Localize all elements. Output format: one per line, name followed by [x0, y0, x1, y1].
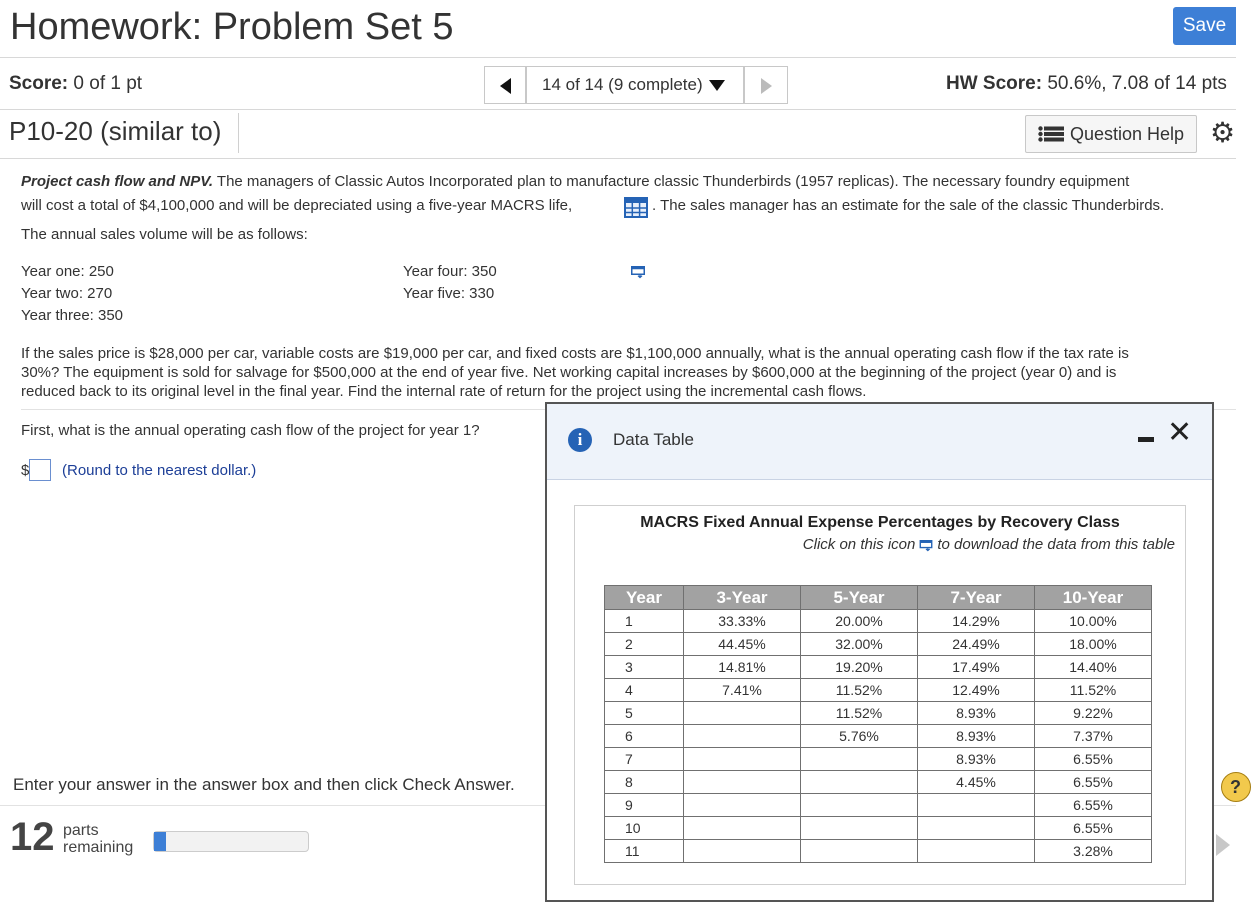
rate-cell — [918, 794, 1035, 817]
left-arrow-icon — [500, 78, 511, 94]
rate-cell — [684, 702, 801, 725]
year-cell: 3 — [605, 656, 684, 679]
table-row — [605, 817, 1152, 840]
year-cell: 6 — [605, 725, 684, 748]
problem-divider — [238, 113, 239, 153]
rate-cell — [684, 771, 801, 794]
rate-cell: 12.49% — [918, 679, 1035, 702]
rate-cell — [801, 748, 918, 771]
rate-cell: 6.55% — [1035, 748, 1152, 771]
question-intro-line3: The annual sales volume will be as follows: — [21, 226, 308, 243]
macrs-table-title: MACRS Fixed Annual Expense Percentages by Recovery Class — [640, 514, 1120, 531]
rate-cell — [918, 817, 1035, 840]
rate-cell: 33.33% — [684, 610, 801, 633]
question-intro-line1 — [21, 173, 1129, 190]
question-help-button[interactable] — [1025, 115, 1197, 153]
sales-year-five: Year five: 330 — [403, 285, 495, 302]
rate-cell: 3.28% — [1035, 840, 1152, 863]
rate-cell — [684, 794, 801, 817]
answer-instruction: Enter your answer in the answer box and then click Check Answer. — [13, 775, 515, 794]
rate-cell: 11.52% — [801, 679, 918, 702]
table-row — [605, 771, 1152, 794]
rate-cell — [801, 840, 918, 863]
question-intro-line2b: . The sales manager has an estimate for the sale of the classic Thunderbirds. — [652, 197, 1165, 214]
column-header: 10-Year — [1035, 586, 1152, 610]
rate-cell: 6.55% — [1035, 817, 1152, 840]
year-cell: 9 — [605, 794, 684, 817]
table-row — [605, 748, 1152, 771]
sales-year-one: Year one: 250 — [21, 263, 114, 280]
score-divider — [0, 109, 1236, 110]
column-header: 5-Year — [801, 586, 918, 610]
table-row — [605, 610, 1152, 633]
year-cell: 8 — [605, 771, 684, 794]
rate-cell — [684, 725, 801, 748]
rate-cell — [684, 840, 801, 863]
rate-cell: 8.93% — [918, 725, 1035, 748]
macrs-table — [604, 585, 1152, 863]
year-cell: 10 — [605, 817, 684, 840]
rate-cell: 20.00% — [801, 610, 918, 633]
hw-score-value: 50.6%, 7.08 of 14 pts — [1047, 73, 1227, 94]
rate-cell: 4.45% — [918, 771, 1035, 794]
progress-fill — [154, 832, 166, 851]
table-body — [605, 610, 1152, 863]
minimize-icon — [1138, 437, 1154, 442]
rate-cell: 8.93% — [918, 748, 1035, 771]
year-cell: 4 — [605, 679, 684, 702]
info-icon: i — [568, 428, 592, 452]
parts-remaining-count: 12 — [10, 815, 55, 859]
dialog-title: Data Table — [613, 430, 694, 449]
question-selector[interactable] — [526, 66, 744, 104]
rate-cell: 44.45% — [684, 633, 801, 656]
year-cell: 7 — [605, 748, 684, 771]
data-table-dialog — [545, 402, 1214, 902]
question-intro-line2a: will cost a total of $4,100,000 and will be depreciated using a five-year MACRS life, — [21, 197, 573, 214]
question-help-label: Question Help — [1070, 124, 1185, 144]
rate-cell: 32.00% — [801, 633, 918, 656]
download-icon[interactable] — [631, 266, 645, 278]
table-row — [605, 794, 1152, 817]
right-arrow-icon — [761, 78, 772, 94]
gear-icon[interactable]: ⚙ — [1210, 117, 1236, 148]
table-row — [605, 702, 1152, 725]
year-cell: 11 — [605, 840, 684, 863]
dialog-header — [547, 404, 1212, 480]
rate-cell: 14.81% — [684, 656, 801, 679]
header-divider — [0, 57, 1236, 58]
rate-cell — [801, 794, 918, 817]
table-icon[interactable] — [624, 197, 648, 218]
column-header: 3-Year — [684, 586, 801, 610]
rate-cell: 6.55% — [1035, 794, 1152, 817]
currency-symbol: $ — [21, 462, 30, 479]
rate-cell: 8.93% — [918, 702, 1035, 725]
parts-label: parts — [63, 822, 99, 839]
score-label: Score: — [9, 73, 69, 94]
sales-year-three: Year three: 350 — [21, 307, 124, 324]
download-instruction — [803, 536, 1175, 553]
rate-cell: 6.55% — [1035, 771, 1152, 794]
year-cell: 1 — [605, 610, 684, 633]
hw-score — [946, 73, 1227, 95]
list-icon — [1038, 126, 1064, 142]
save-button[interactable]: Save — [1173, 7, 1236, 45]
rate-cell — [918, 840, 1035, 863]
sales-year-four: Year four: 350 — [403, 263, 497, 280]
column-header: 7-Year — [918, 586, 1035, 610]
answer-input[interactable] — [29, 459, 51, 481]
question-prompt: First, what is the annual operating cash flow of the project for year 1? — [21, 422, 480, 439]
year-cell: 2 — [605, 633, 684, 656]
question-para2-line3: reduced back to its original level in the final year. Find the internal rate of return for the project using the incremental cash flows. — [21, 383, 867, 400]
macrs-panel — [574, 505, 1186, 885]
rate-cell: 17.49% — [918, 656, 1035, 679]
hw-score-label: HW Score: — [946, 73, 1043, 94]
rate-cell: 9.22% — [1035, 702, 1152, 725]
table-row — [605, 656, 1152, 679]
rate-cell — [801, 817, 918, 840]
next-question-button[interactable] — [744, 66, 788, 104]
download-icon[interactable] — [919, 540, 933, 551]
rate-cell — [684, 817, 801, 840]
rate-cell: 7.37% — [1035, 725, 1152, 748]
rate-cell — [801, 771, 918, 794]
download-instruction-a: Click on this icon — [802, 536, 916, 553]
rate-cell: 10.00% — [1035, 610, 1152, 633]
score — [9, 73, 142, 95]
table-row — [605, 633, 1152, 656]
caret-down-icon — [709, 80, 725, 91]
close-button[interactable]: ✕ — [1167, 416, 1193, 449]
minimize-button[interactable] — [1135, 425, 1157, 447]
rate-cell: 5.76% — [801, 725, 918, 748]
help-question-icon[interactable]: ? — [1221, 772, 1251, 802]
problem-divider-line — [0, 158, 1236, 159]
rate-cell: 14.29% — [918, 610, 1035, 633]
rate-cell: 18.00% — [1035, 633, 1152, 656]
year-cell: 5 — [605, 702, 684, 725]
question-para2-line1: If the sales price is $28,000 per car, variable costs are $19,000 per car, and fixed costs are $1,100,000 annually, what is the annual operating cash flow if the tax rate is — [21, 345, 1129, 362]
round-hint: (Round to the nearest dollar.) — [62, 462, 257, 479]
parts-progress-bar — [153, 831, 309, 852]
rate-cell: 19.20% — [801, 656, 918, 679]
table-row — [605, 840, 1152, 863]
sales-year-two: Year two: 270 — [21, 285, 113, 302]
table-row — [605, 725, 1152, 748]
question-selector-label: 14 of 14 (9 complete) — [542, 75, 703, 94]
next-arrow-icon[interactable] — [1216, 834, 1230, 856]
problem-id: P10-20 (similar to) — [9, 116, 222, 146]
rate-cell — [684, 748, 801, 771]
question-para2-line2: 30%? The equipment is sold for salvage for $500,000 at the end of year five. Net working capital increases by $600,000 at the beginning of the project (year 0) and is — [21, 364, 1117, 381]
previous-question-button[interactable] — [484, 66, 526, 104]
rate-cell: 11.52% — [1035, 679, 1152, 702]
download-instruction-b: to download the data from this table — [937, 536, 1175, 553]
rate-cell: 24.49% — [918, 633, 1035, 656]
rate-cell: 14.40% — [1035, 656, 1152, 679]
page-title: Homework: Problem Set 5 — [10, 6, 454, 48]
remaining-label: remaining — [63, 839, 134, 856]
parts-remaining-text — [63, 822, 133, 856]
score-value: 0 of 1 pt — [73, 73, 143, 94]
table-row — [605, 679, 1152, 702]
rate-cell: 7.41% — [684, 679, 801, 702]
question-intro-bold: Project cash flow and NPV. — [21, 173, 214, 190]
column-header: Year — [605, 586, 684, 610]
table-header-row — [605, 586, 1152, 610]
rate-cell: 11.52% — [801, 702, 918, 725]
question-intro-text: The managers of Classic Autos Incorporated plan to manufacture classic Thunderbirds (1957 replicas). The necessary foundry equipment — [213, 173, 1130, 190]
